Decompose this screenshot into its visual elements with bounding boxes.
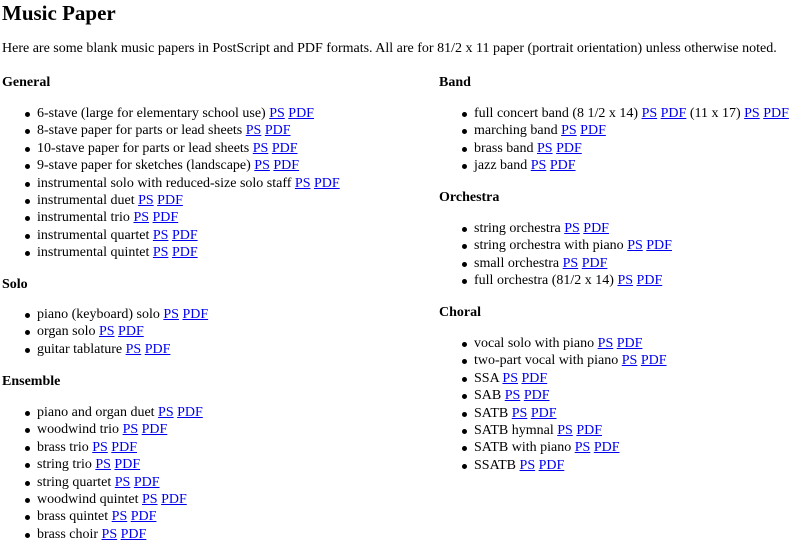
- item-label: full concert band (8 1/2 x 14): [474, 106, 639, 121]
- pdf-link[interactable]: PDF: [616, 336, 643, 351]
- ps-link[interactable]: PS: [557, 423, 573, 439]
- list-item: [37, 439, 203, 456]
- ps-link[interactable]: PS: [519, 457, 536, 473]
- ps-link[interactable]: PS: [98, 324, 115, 340]
- item-label: piano (keyboard) solo: [37, 307, 160, 322]
- pdf-link[interactable]: PDF: [523, 388, 550, 404]
- ps-link[interactable]: PS: [142, 492, 158, 508]
- list-item: [474, 457, 667, 474]
- ps-link[interactable]: PS: [564, 221, 580, 236]
- ps-link[interactable]: PS: [92, 439, 108, 455]
- page-title: Music Paper: [2, 1, 116, 25]
- ps-link[interactable]: PS: [245, 123, 262, 139]
- list-item: [37, 404, 203, 421]
- pdf-link[interactable]: PDF: [313, 175, 340, 191]
- list-item: [474, 370, 667, 387]
- ps-link[interactable]: PS: [111, 509, 128, 525]
- pdf-link[interactable]: PDF: [144, 341, 171, 357]
- pdf-link[interactable]: PDF: [271, 140, 298, 156]
- ps-link[interactable]: PS: [627, 238, 643, 254]
- list-item: [474, 122, 789, 139]
- item-label: instrumental duet: [37, 193, 135, 209]
- pdf-link[interactable]: PDF: [114, 457, 141, 473]
- pdf-link[interactable]: PDF: [118, 324, 144, 340]
- ps-link[interactable]: PS: [152, 227, 169, 243]
- pdf-link[interactable]: PDF: [157, 193, 183, 209]
- item-label: 8-stave paper for parts or lead sheets: [37, 123, 243, 139]
- ps-link[interactable]: PS: [152, 245, 169, 261]
- ps-link[interactable]: PS: [138, 193, 154, 209]
- list-item: [474, 335, 667, 352]
- pdf-link[interactable]: PDF: [538, 457, 565, 473]
- pdf-link[interactable]: PDF: [120, 526, 147, 542]
- list-item: [37, 474, 203, 491]
- item-label: instrumental solo with reduced-size solo staff: [37, 175, 292, 191]
- ps-link[interactable]: PS: [254, 158, 270, 174]
- item-label: small orchestra: [474, 255, 560, 271]
- item-label: brass choir: [37, 526, 99, 542]
- pdf-link[interactable]: PDF: [640, 353, 667, 369]
- item-label: string orchestra: [474, 221, 561, 236]
- ps-link[interactable]: PS: [502, 370, 518, 386]
- pdf-link[interactable]: PDF: [636, 273, 663, 289]
- ps-link[interactable]: PS: [621, 353, 638, 369]
- item-label: 9-stave paper for sketches (landscape): [37, 158, 251, 174]
- item-label: brass quintet: [37, 509, 109, 525]
- pdf-link[interactable]: PDF: [171, 245, 198, 261]
- list-item: [37, 526, 203, 543]
- list-item: [474, 140, 789, 157]
- ps-link[interactable]: PS: [504, 388, 521, 404]
- list-item: [37, 227, 340, 244]
- ps-link[interactable]: PS: [561, 123, 577, 139]
- item-label: woodwind trio: [37, 422, 120, 438]
- item-label: instrumental trio: [37, 210, 130, 226]
- pdf-link[interactable]: PDF: [111, 439, 137, 455]
- list-item: [474, 157, 789, 174]
- section-title-ensemble: Ensemble: [2, 374, 61, 389]
- list-item: [37, 508, 203, 525]
- pdf-link[interactable]: PDF: [521, 370, 548, 386]
- list-orchestra: [439, 220, 672, 290]
- list-band: [439, 105, 789, 175]
- ps-link[interactable]: PS: [269, 106, 285, 121]
- pdf-link[interactable]: PDF: [130, 509, 157, 525]
- pdf-link[interactable]: PDF: [763, 106, 789, 121]
- item-label: full orchestra (81/2 x 14): [474, 273, 614, 289]
- ps-link[interactable]: PS: [133, 210, 150, 226]
- pdf-link[interactable]: PDF: [576, 423, 602, 439]
- list-item: [474, 220, 672, 237]
- list-item: [37, 306, 208, 323]
- item-label: SATB: [474, 405, 509, 421]
- list-solo: [2, 306, 208, 358]
- list-item: [37, 157, 340, 174]
- pdf-link[interactable]: PDF: [593, 440, 620, 456]
- item-label: SAB: [474, 388, 502, 404]
- list-item: [37, 209, 340, 226]
- pdf-link[interactable]: PDF: [549, 158, 576, 174]
- ps-link[interactable]: PS: [744, 106, 760, 121]
- item-label: SATB hymnal: [474, 423, 554, 439]
- list-item: [474, 422, 667, 439]
- pdf-link[interactable]: PDF: [660, 106, 687, 121]
- item-label-alt-size: (11 x 17): [689, 106, 741, 121]
- pdf-link[interactable]: PDF: [273, 158, 300, 174]
- list-item: [474, 255, 672, 272]
- item-label: string quartet: [37, 474, 112, 490]
- ps-link[interactable]: PS: [95, 457, 111, 473]
- item-label: 10-stave paper for parts or lead sheets: [37, 140, 250, 156]
- list-choral: [439, 335, 667, 474]
- pdf-link[interactable]: PDF: [177, 405, 203, 420]
- ps-link[interactable]: PS: [158, 405, 174, 420]
- item-label: string trio: [37, 457, 92, 473]
- list-item: [37, 456, 203, 473]
- pdf-link[interactable]: PDF: [581, 255, 608, 271]
- section-title-choral: Choral: [439, 305, 481, 320]
- section-title-orchestra: Orchestra: [439, 190, 500, 205]
- item-label: piano and organ duet: [37, 405, 155, 420]
- item-label: woodwind quintet: [37, 492, 139, 508]
- list-item: [37, 122, 340, 139]
- list-item: [474, 272, 672, 289]
- list-item: [474, 237, 672, 254]
- list-item: [474, 439, 667, 456]
- item-label: instrumental quartet: [37, 227, 150, 243]
- ps-link[interactable]: PS: [597, 336, 614, 351]
- list-item-full-concert-band: [474, 105, 789, 122]
- item-label: SSA: [474, 370, 499, 386]
- list-item: [37, 175, 340, 192]
- pdf-link[interactable]: PDF: [530, 405, 557, 421]
- list-item: [37, 491, 203, 508]
- list-item: [37, 140, 340, 157]
- pdf-link[interactable]: PDF: [646, 238, 672, 254]
- ps-link[interactable]: PS: [530, 158, 547, 174]
- pdf-link[interactable]: PDF: [141, 422, 168, 438]
- item-label: brass trio: [37, 439, 89, 455]
- pdf-link[interactable]: PDF: [264, 123, 291, 139]
- list-item: [37, 323, 208, 340]
- pdf-link[interactable]: PDF: [171, 227, 198, 243]
- ps-link[interactable]: PS: [114, 474, 131, 490]
- list-item: [474, 387, 667, 404]
- item-label: organ solo: [37, 324, 96, 340]
- pdf-link[interactable]: PDF: [583, 221, 609, 236]
- list-item: [37, 421, 203, 438]
- ps-link[interactable]: PS: [101, 526, 118, 542]
- ps-link[interactable]: PS: [574, 440, 591, 456]
- item-label: jazz band: [474, 158, 528, 174]
- item-label: 6-stave (large for elementary school use): [37, 106, 266, 121]
- ps-link[interactable]: PS: [252, 140, 269, 156]
- pdf-link[interactable]: PDF: [580, 123, 606, 139]
- ps-link[interactable]: PS: [562, 255, 579, 271]
- ps-link[interactable]: PS: [122, 422, 139, 438]
- item-label: string orchestra with piano: [474, 238, 624, 254]
- ps-link[interactable]: PS: [511, 405, 528, 421]
- ps-link[interactable]: PS: [294, 175, 311, 191]
- list-item: [37, 244, 340, 261]
- ps-link[interactable]: PS: [641, 106, 658, 121]
- pdf-link[interactable]: PDF: [133, 474, 160, 490]
- list-ensemble: [2, 404, 203, 543]
- list-item: [37, 192, 340, 209]
- ps-link[interactable]: PS: [617, 273, 634, 289]
- section-title-general: General: [2, 75, 51, 90]
- section-title-solo: Solo: [2, 277, 28, 292]
- pdf-link[interactable]: PDF: [556, 140, 582, 156]
- item-label: two-part vocal with piano: [474, 353, 619, 369]
- item-label: vocal solo with piano: [474, 336, 595, 351]
- pdf-link[interactable]: PDF: [161, 492, 187, 508]
- list-item: [474, 405, 667, 422]
- pdf-link[interactable]: PDF: [288, 106, 314, 121]
- list-item: [37, 105, 340, 122]
- item-label: brass band: [474, 140, 534, 156]
- ps-link[interactable]: PS: [537, 140, 553, 156]
- ps-link[interactable]: PS: [125, 341, 142, 357]
- item-label: SSATB: [474, 457, 517, 473]
- pdf-link[interactable]: PDF: [182, 307, 209, 322]
- item-label: marching band: [474, 123, 558, 139]
- section-title-band: Band: [439, 75, 471, 90]
- list-general: [2, 105, 340, 262]
- item-label: SATB with piano: [474, 440, 572, 456]
- ps-link[interactable]: PS: [163, 307, 179, 322]
- list-item: [37, 341, 208, 358]
- pdf-link[interactable]: PDF: [152, 210, 179, 226]
- item-label: instrumental quintet: [37, 245, 150, 261]
- item-label: guitar tablature: [37, 341, 123, 357]
- list-item: [474, 352, 667, 369]
- intro-text: Here are some blank music papers in PostScript and PDF formats. All are for 81/2 x 11 paper (portrait orientation) unless otherwise noted.: [2, 41, 777, 56]
